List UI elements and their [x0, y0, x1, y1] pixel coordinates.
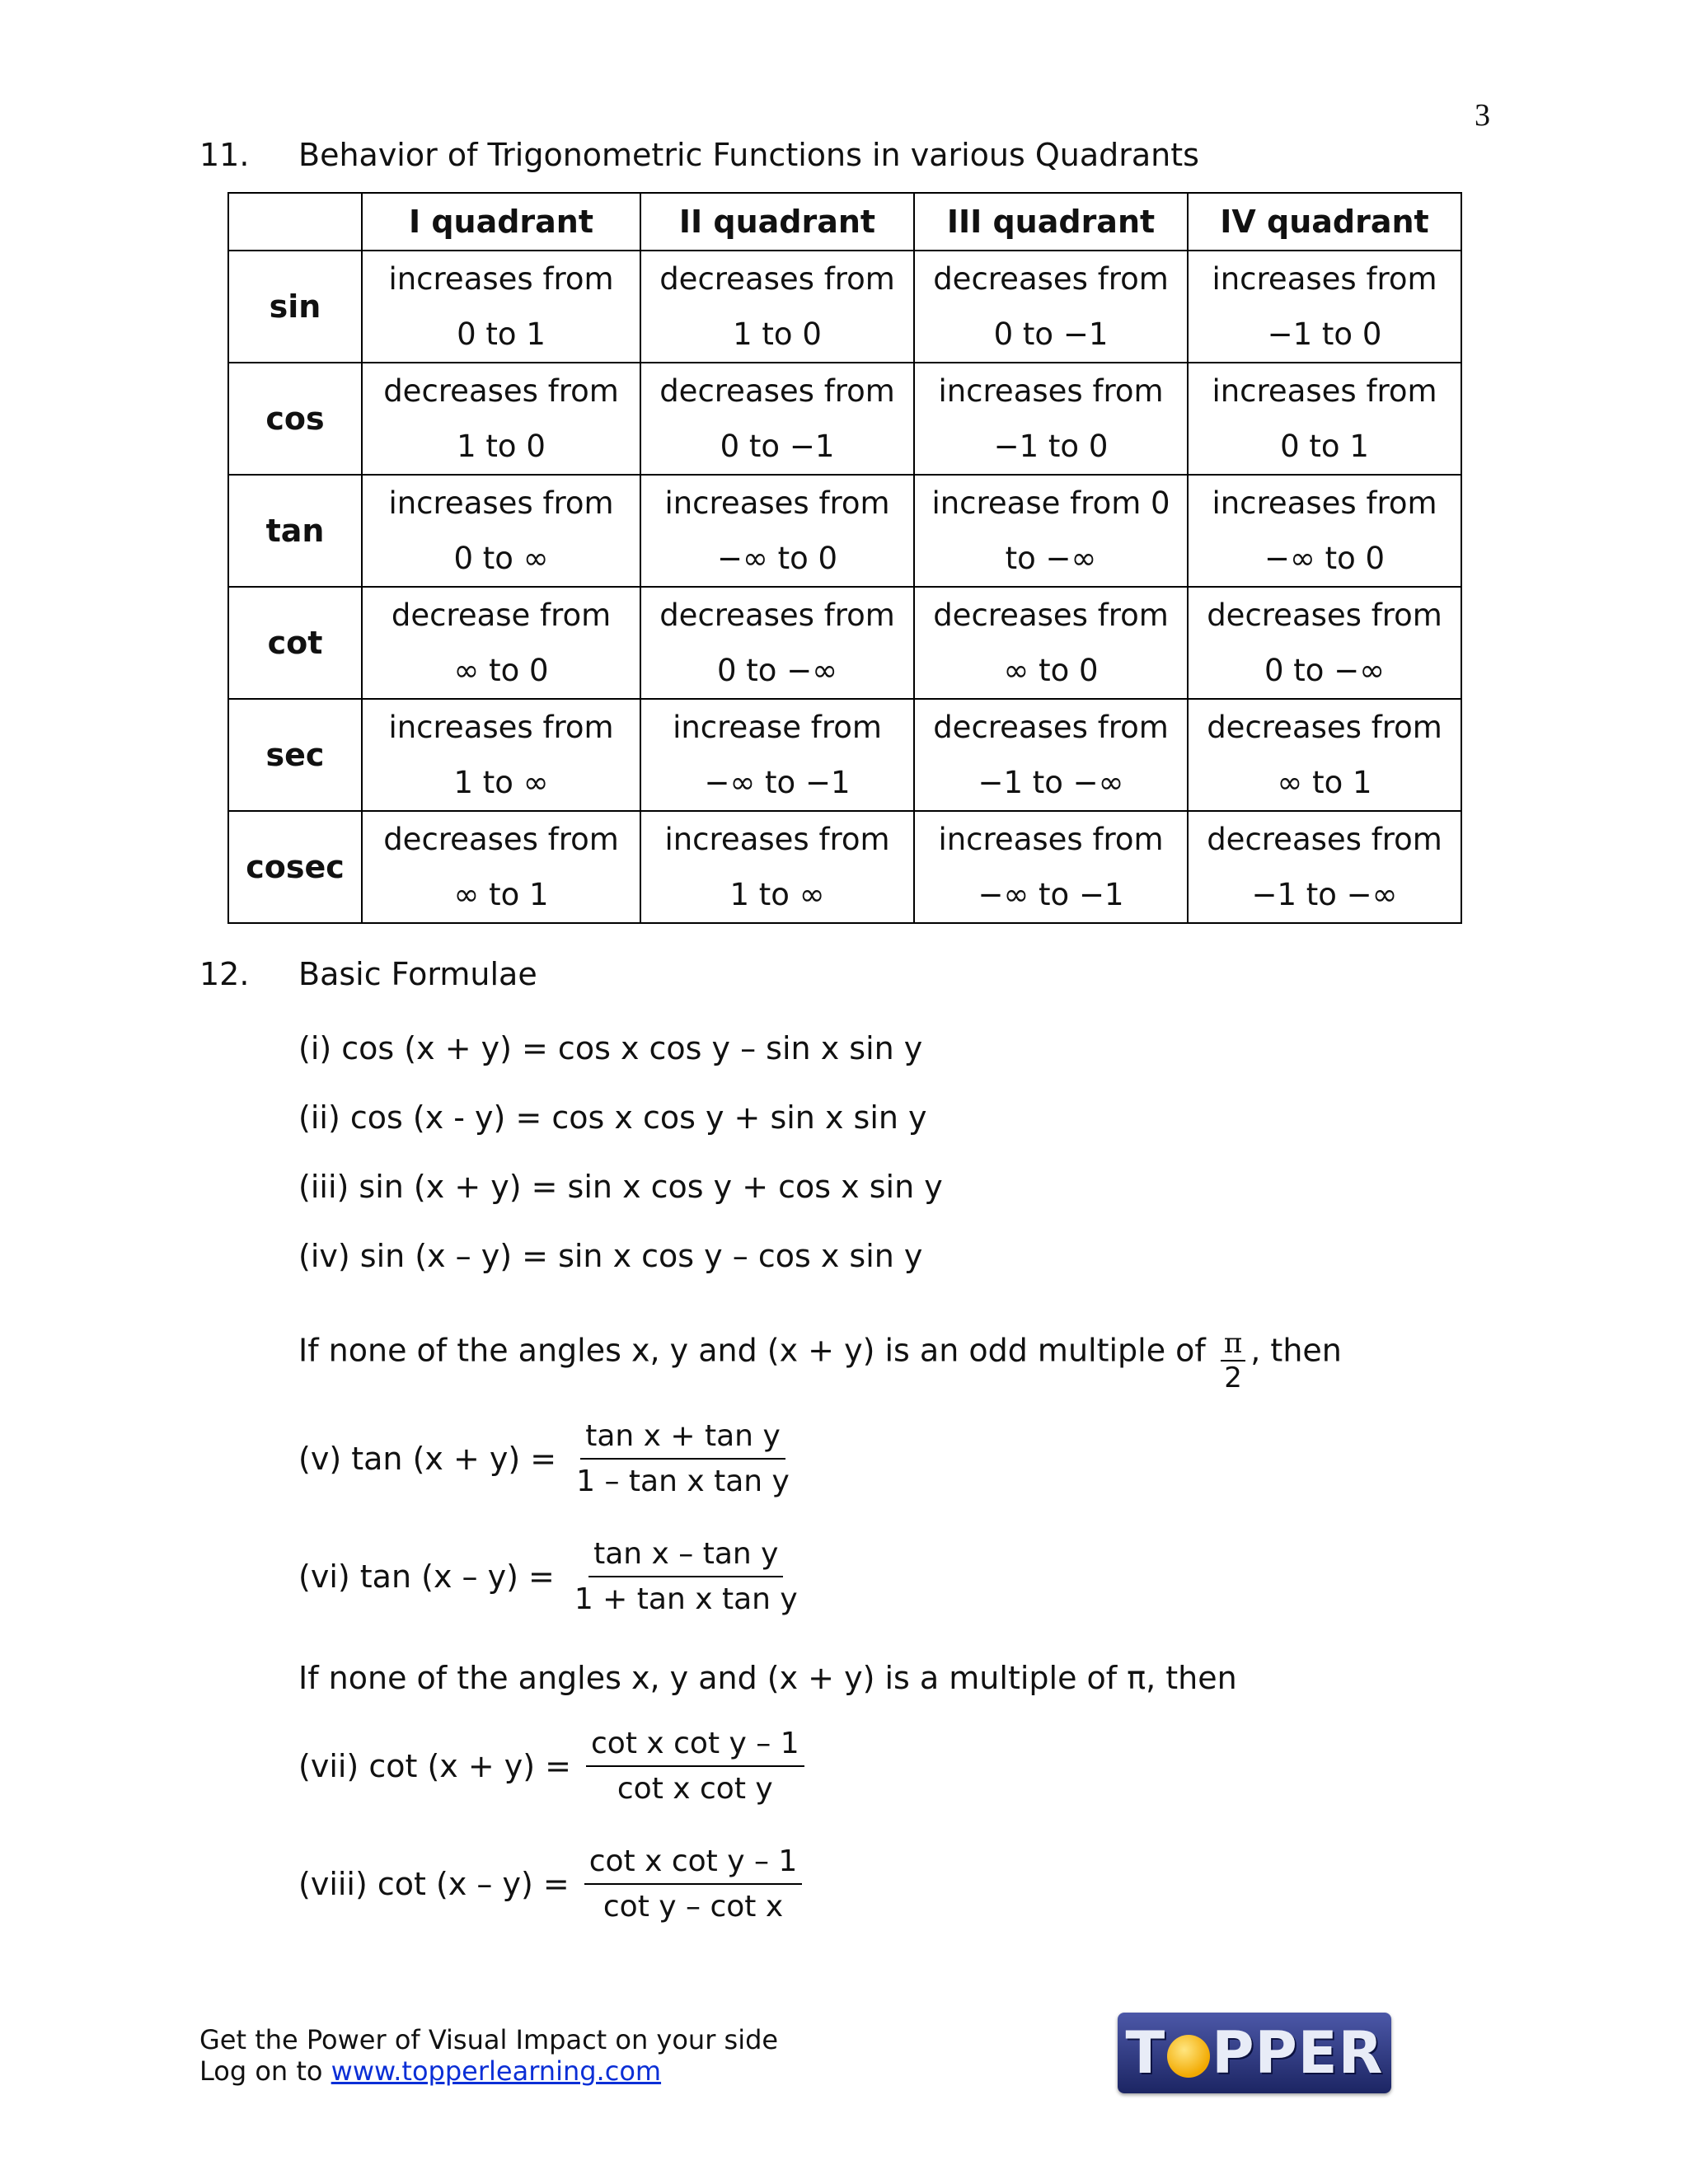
- table-cell: [1188, 475, 1461, 587]
- cell-line: 1 to ∞: [729, 877, 825, 912]
- cell-line: −1 to 0: [1267, 316, 1382, 352]
- table-row-tan: [228, 475, 1461, 587]
- footer-link-prefix: Log on to: [199, 2055, 331, 2087]
- cell-line: 0 to ∞: [453, 541, 549, 576]
- fraction-numerator: π: [1221, 1327, 1245, 1361]
- cell-line: decreases from: [933, 598, 1169, 633]
- cell-line: 0 to −1: [720, 429, 835, 464]
- cell-line: increases from: [1212, 485, 1437, 521]
- table-cell: [914, 251, 1188, 363]
- cell-line: 0 to 1: [457, 316, 546, 352]
- table-header-cell: III quadrant: [914, 193, 1188, 251]
- cell-line: −1 to −∞: [1251, 877, 1398, 912]
- cell-line: −1 to 0: [993, 429, 1109, 464]
- fraction-numerator: cot x cot y – 1: [586, 1727, 804, 1767]
- cell-line: decreases from: [1207, 710, 1442, 745]
- logo-text-right: PPER: [1212, 2019, 1384, 2087]
- table-row-cos: [228, 363, 1461, 475]
- cell-line: decreases from: [659, 373, 895, 409]
- page-number: 3: [1475, 98, 1490, 133]
- formula-viii: [298, 1844, 802, 1924]
- function-name-cell: tan: [228, 475, 362, 587]
- fraction-denominator: 2: [1224, 1361, 1242, 1394]
- condition-multiple-of-pi: If none of the angles x, y and (x + y) is a multiple of π, then: [298, 1660, 1237, 1696]
- table-cell: [640, 811, 914, 923]
- cell-line: to −∞: [1005, 541, 1097, 576]
- section-number: 11.: [199, 137, 250, 173]
- fraction-denominator: cot x cot y: [617, 1772, 773, 1806]
- table-cell: [914, 811, 1188, 923]
- cell-line: 0 to −∞: [1264, 653, 1386, 688]
- star-icon: [1167, 2035, 1210, 2078]
- cell-line: decreases from: [383, 373, 619, 409]
- table-row-cosec: [228, 811, 1461, 923]
- condition-odd-multiple: [298, 1319, 1342, 1394]
- section-title: Behavior of Trigonometric Functions in various Quadrants: [298, 137, 1199, 173]
- cell-line: 0 to −∞: [716, 653, 838, 688]
- fraction-numerator: cot x cot y – 1: [584, 1844, 803, 1885]
- cell-line: decrease from: [391, 598, 612, 633]
- cell-line: decreases from: [933, 710, 1169, 745]
- fraction: [586, 1727, 804, 1806]
- cell-line: 1 to 0: [457, 429, 546, 464]
- table-cell: [362, 363, 640, 475]
- fraction: [571, 1419, 795, 1498]
- table-cell: [640, 251, 914, 363]
- table-cell: [362, 475, 640, 587]
- table-header-cell: IV quadrant: [1188, 193, 1461, 251]
- formula-lhs: (v) tan (x + y) =: [298, 1441, 557, 1477]
- table-cell: [362, 699, 640, 811]
- formula-vi: [298, 1537, 803, 1616]
- section-number: 12.: [199, 956, 250, 992]
- section-12-heading: [199, 956, 537, 992]
- cell-line: 0 to −1: [993, 316, 1109, 352]
- cell-line: 1 to 0: [733, 316, 822, 352]
- table-cell: [362, 587, 640, 699]
- table-header-cell: [228, 193, 362, 251]
- cell-line: decreases from: [383, 822, 619, 857]
- logo-text-left: T: [1125, 2019, 1166, 2087]
- cell-line: increases from: [938, 373, 1164, 409]
- table-cell: [362, 251, 640, 363]
- cell-line: increases from: [1212, 261, 1437, 297]
- table-cell: [914, 363, 1188, 475]
- footer: [199, 2024, 778, 2087]
- cell-line: ∞ to 1: [1277, 765, 1372, 800]
- table-cell: [1188, 251, 1461, 363]
- cell-line: increases from: [388, 485, 614, 521]
- cell-line: decreases from: [1207, 822, 1442, 857]
- function-name-cell: sin: [228, 251, 362, 363]
- function-name-cell: cot: [228, 587, 362, 699]
- formula-iii: (iii) sin (x + y) = sin x cos y + cos x sin y: [298, 1169, 943, 1205]
- table-header-cell: II quadrant: [640, 193, 914, 251]
- fraction-denominator: 1 – tan x tan y: [576, 1465, 790, 1498]
- cell-line: −∞ to −1: [978, 877, 1124, 912]
- table-cell: [640, 699, 914, 811]
- table-cell: [640, 363, 914, 475]
- table-row-sin: [228, 251, 1461, 363]
- table-cell: [1188, 587, 1461, 699]
- cell-line: −1 to −∞: [978, 765, 1124, 800]
- formula-lhs: (vi) tan (x – y) =: [298, 1558, 555, 1595]
- cell-line: increases from: [938, 822, 1164, 857]
- formula-vii: [298, 1727, 804, 1806]
- cell-line: increases from: [664, 822, 890, 857]
- fraction-numerator: tan x + tan y: [580, 1419, 785, 1460]
- table-cell: [362, 811, 640, 923]
- cell-line: increase from: [673, 710, 882, 745]
- cell-line: increases from: [664, 485, 890, 521]
- table-row-sec: [228, 699, 1461, 811]
- topper-logo: [1118, 2013, 1391, 2093]
- cell-line: increases from: [388, 710, 614, 745]
- table-cell: [1188, 363, 1461, 475]
- table-header-row: [228, 193, 1461, 251]
- function-name-cell: cosec: [228, 811, 362, 923]
- table-cell: [914, 475, 1188, 587]
- pi-over-two-fraction: [1221, 1327, 1245, 1394]
- fraction: [570, 1537, 803, 1616]
- condition-suffix: , then: [1250, 1332, 1342, 1369]
- cell-line: −∞ to −1: [704, 765, 851, 800]
- cell-line: increase from 0: [931, 485, 1170, 521]
- table-cell: [640, 475, 914, 587]
- table-header-cell: I quadrant: [362, 193, 640, 251]
- condition-text: If none of the angles x, y and (x + y) is an odd multiple of: [298, 1332, 1206, 1369]
- table-cell: [914, 699, 1188, 811]
- fraction-denominator: 1 + tan x tan y: [574, 1582, 798, 1616]
- cell-line: ∞ to 0: [453, 653, 549, 688]
- cell-line: −∞ to 0: [716, 541, 838, 576]
- cell-line: 1 to ∞: [453, 765, 549, 800]
- formula-lhs: (vii) cot (x + y) =: [298, 1748, 571, 1784]
- cell-line: ∞ to 0: [1003, 653, 1099, 688]
- table-cell: [640, 587, 914, 699]
- cell-line: ∞ to 1: [453, 877, 549, 912]
- fraction: [584, 1844, 803, 1924]
- quadrant-table: [227, 192, 1462, 924]
- cell-line: increases from: [1212, 373, 1437, 409]
- formula-ii: (ii) cos (x - y) = cos x cos y + sin x sin y: [298, 1099, 927, 1136]
- formula-lhs: (viii) cot (x – y) =: [298, 1866, 570, 1902]
- function-name-cell: cos: [228, 363, 362, 475]
- table-cell: [1188, 699, 1461, 811]
- formula-v: [298, 1419, 795, 1498]
- cell-line: increases from: [388, 261, 614, 297]
- footer-link-line: [199, 2055, 778, 2087]
- formula-iv: (iv) sin (x – y) = sin x cos y – cos x sin y: [298, 1238, 923, 1274]
- cell-line: −∞ to 0: [1264, 541, 1386, 576]
- cell-line: 0 to 1: [1280, 429, 1369, 464]
- cell-line: decreases from: [933, 261, 1169, 297]
- function-name-cell: sec: [228, 699, 362, 811]
- cell-line: decreases from: [659, 598, 895, 633]
- cell-line: decreases from: [1207, 598, 1442, 633]
- section-11-heading: [199, 137, 1199, 173]
- section-title: Basic Formulae: [298, 956, 537, 992]
- fraction-numerator: tan x – tan y: [588, 1537, 783, 1577]
- fraction-denominator: cot y – cot x: [603, 1890, 784, 1924]
- topperlearning-link[interactable]: www.topperlearning.com: [331, 2055, 662, 2087]
- cell-line: decreases from: [659, 261, 895, 297]
- table-cell: [914, 587, 1188, 699]
- table-row-cot: [228, 587, 1461, 699]
- formula-i: (i) cos (x + y) = cos x cos y – sin x sin y: [298, 1030, 923, 1066]
- table-cell: [1188, 811, 1461, 923]
- footer-tagline: Get the Power of Visual Impact on your side: [199, 2024, 779, 2055]
